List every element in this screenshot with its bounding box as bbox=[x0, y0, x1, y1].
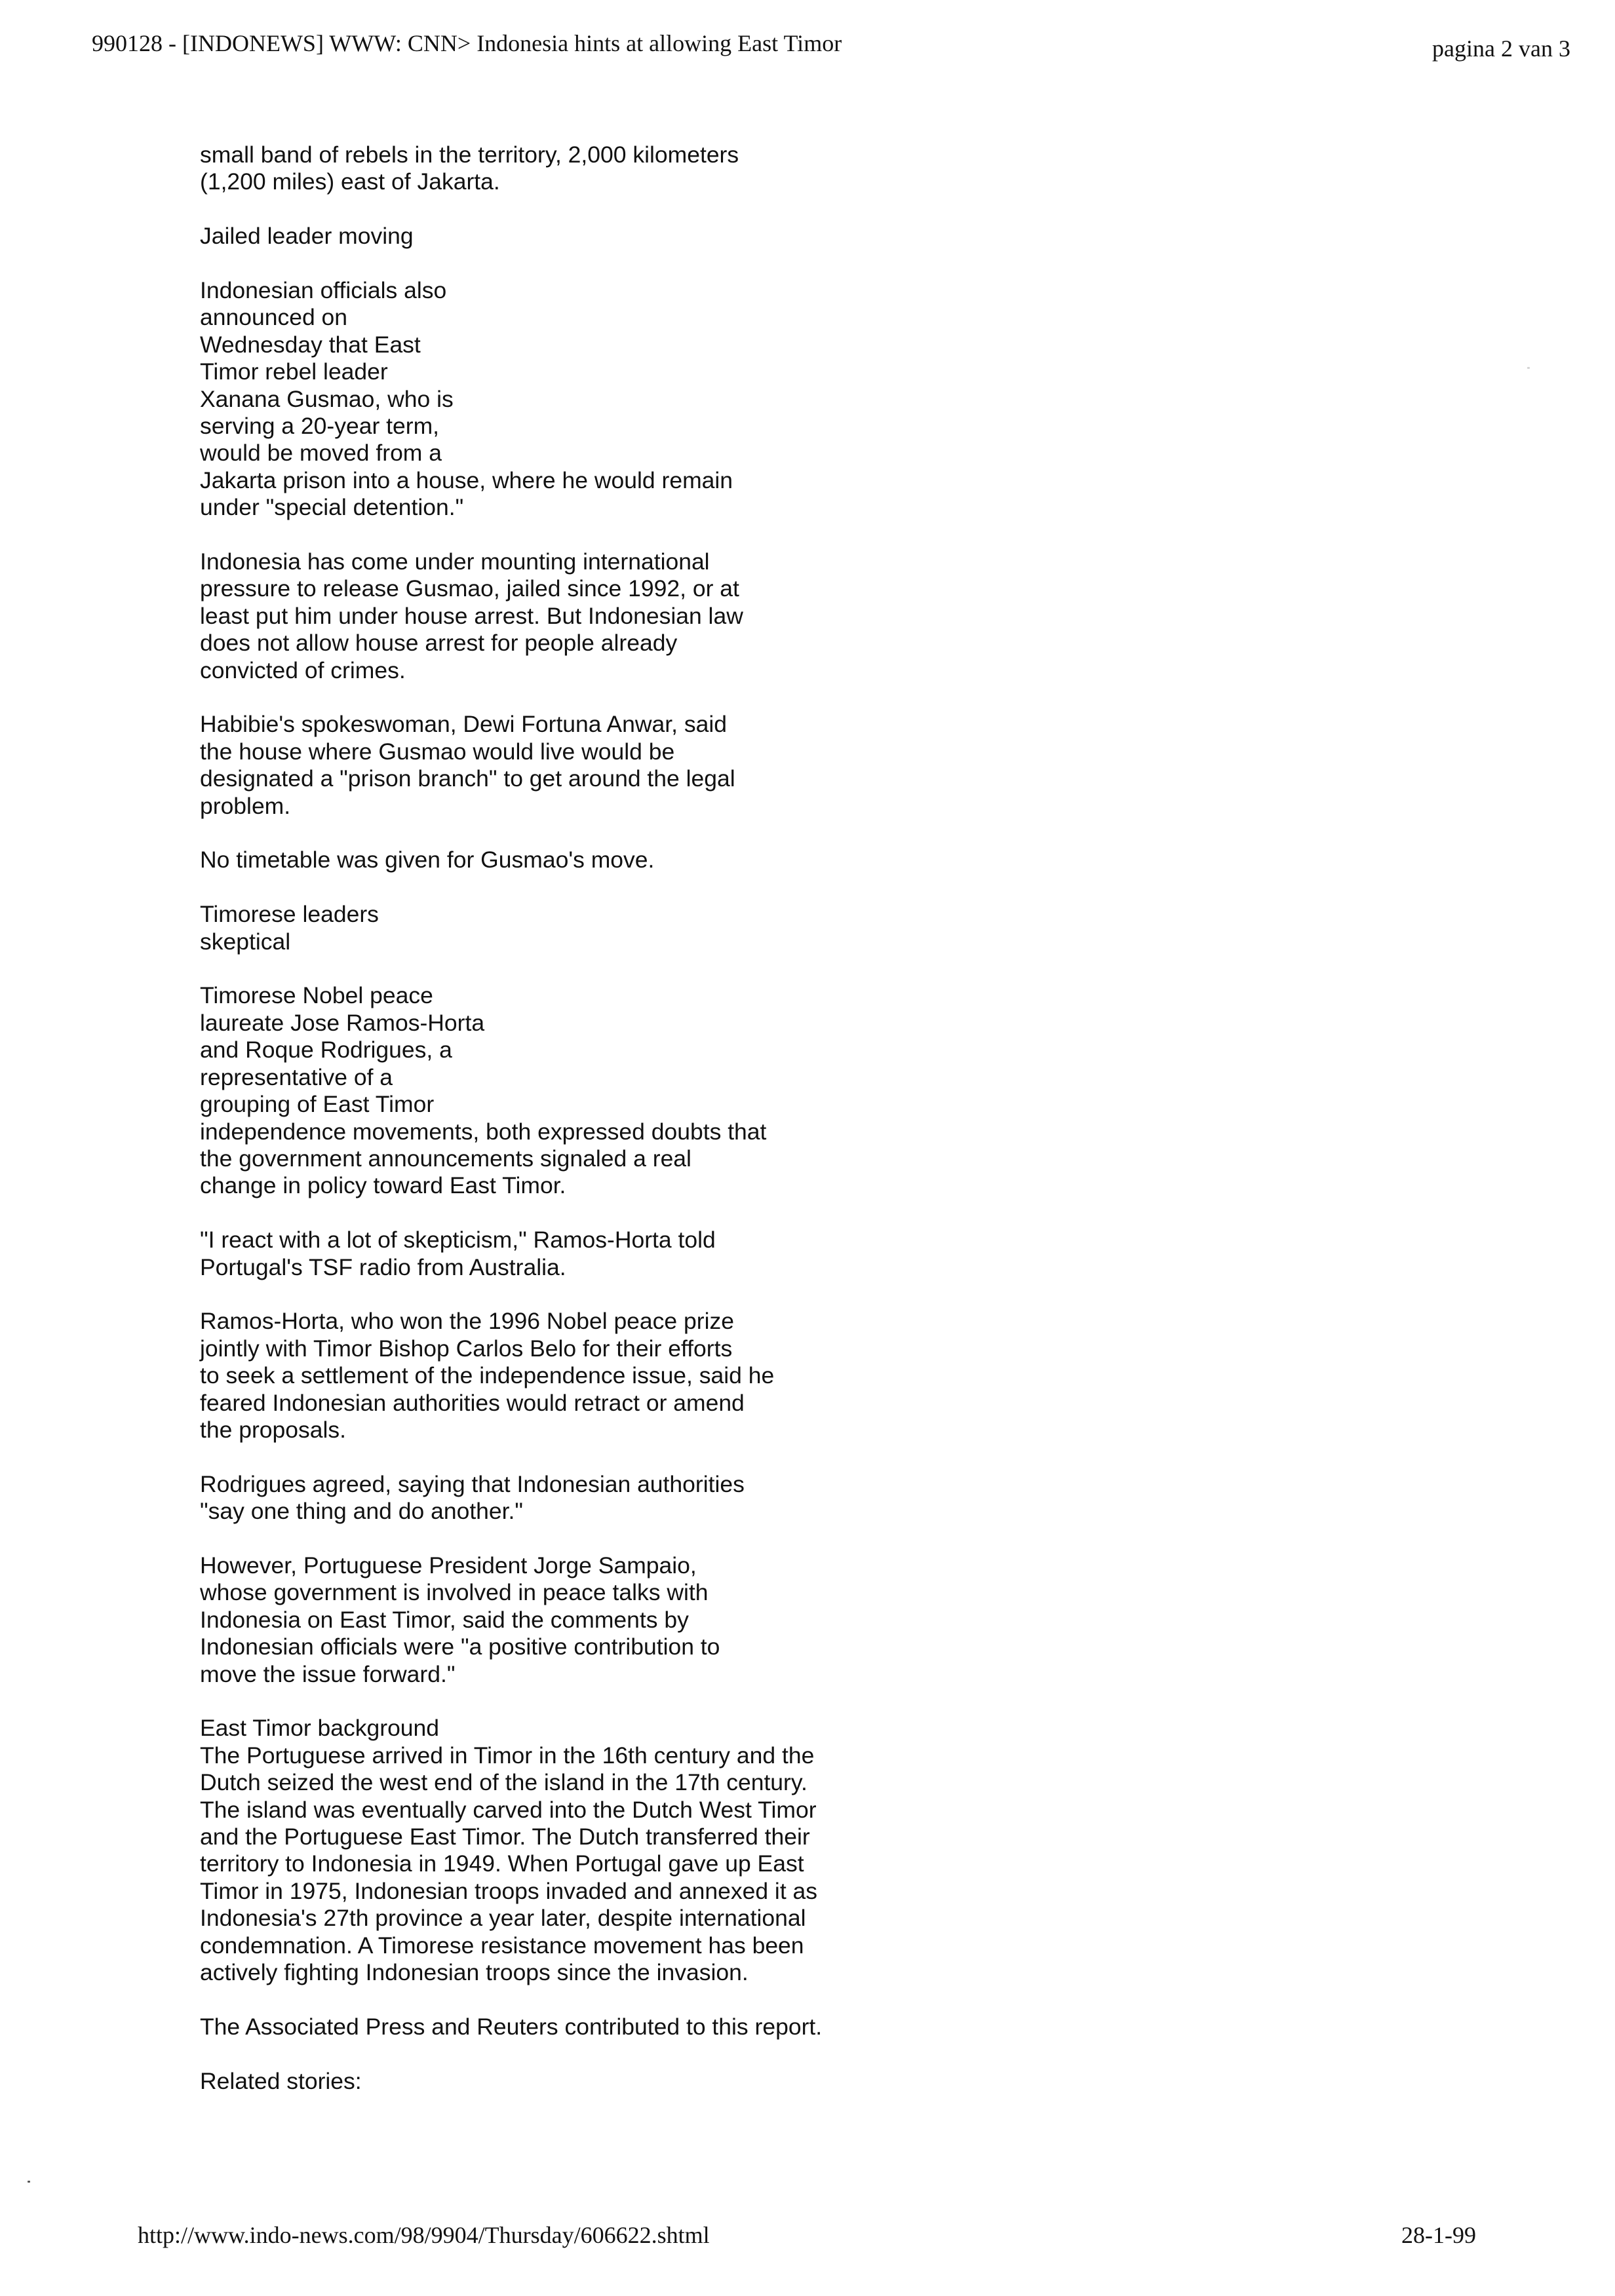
text-line: Xanana Gusmao, who is bbox=[200, 385, 454, 412]
text-line: Indonesia on East Timor, said the comments by bbox=[200, 1606, 689, 1633]
text-line: condemnation. A Timorese resistance movement has been bbox=[200, 1932, 804, 1959]
text-line: skeptical bbox=[200, 928, 291, 955]
text-line: (1,200 miles) east of Jakarta. bbox=[200, 168, 500, 195]
text-line: laureate Jose Ramos-Horta bbox=[200, 1009, 485, 1036]
article-paragraph bbox=[200, 548, 1026, 684]
text-line: territory to Indonesia in 1949. When Portugal gave up East bbox=[200, 1850, 804, 1877]
scan-speck bbox=[1527, 367, 1530, 369]
text-line: "say one thing and do another." bbox=[200, 1498, 523, 1525]
text-line: "I react with a lot of skepticism," Ramos-Horta told bbox=[200, 1227, 716, 1253]
print-date: 28-1-99 bbox=[1401, 2222, 1476, 2248]
text-line: designated a "prison branch" to get around the legal bbox=[200, 765, 735, 792]
text-line: Jakarta prison into a house, where he would remain bbox=[200, 467, 733, 493]
text-line: Dutch seized the west end of the island in the 17th century. bbox=[200, 1769, 808, 1796]
article-paragraph bbox=[200, 901, 1026, 955]
article-paragraph bbox=[200, 2068, 1026, 2095]
article-paragraph bbox=[200, 1471, 1026, 1525]
text-line: pressure to release Gusmao, jailed since 1992, or at bbox=[200, 575, 739, 602]
article-paragraph bbox=[200, 847, 1026, 873]
text-line: Habibie's spokeswoman, Dewi Fortuna Anwar, said bbox=[200, 711, 727, 738]
text-line: the house where Gusmao would live would be bbox=[200, 738, 675, 765]
text-line: Jailed leader moving bbox=[200, 223, 414, 250]
article-body bbox=[200, 142, 1026, 2122]
text-line: The Portuguese arrived in Timor in the 16th century and the bbox=[200, 1742, 815, 1769]
page-footer bbox=[138, 2223, 1615, 2256]
text-line: the proposals. bbox=[200, 1416, 347, 1443]
text-line: Indonesia has come under mounting international bbox=[200, 548, 710, 575]
article-paragraph bbox=[200, 1308, 1026, 1444]
text-line: The island was eventually carved into the Dutch West Timor bbox=[200, 1796, 817, 1823]
page-number: pagina 2 van 3 bbox=[1432, 35, 1570, 62]
article-paragraph bbox=[200, 1715, 1026, 1986]
text-line: to seek a settlement of the independence issue, said he bbox=[200, 1362, 775, 1389]
article-paragraph bbox=[200, 1227, 1026, 1281]
text-line: move the issue forward." bbox=[200, 1660, 456, 1687]
text-line: and the Portuguese East Timor. The Dutch transferred their bbox=[200, 1824, 810, 1850]
scan-speck bbox=[28, 2181, 30, 2183]
text-line: grouping of East Timor bbox=[200, 1091, 435, 1118]
text-line: change in policy toward East Timor. bbox=[200, 1172, 566, 1199]
text-line: Wednesday that East bbox=[200, 331, 421, 358]
text-line: small band of rebels in the territory, 2,000 kilometers bbox=[200, 142, 739, 168]
text-line: Timorese leaders bbox=[200, 901, 379, 928]
text-line: independence movements, both expressed doubts that bbox=[200, 1118, 767, 1145]
article-paragraph bbox=[200, 277, 1026, 522]
text-line: Timorese Nobel peace bbox=[200, 982, 433, 1009]
article-paragraph bbox=[200, 2014, 1026, 2040]
text-line: Timor rebel leader bbox=[200, 358, 388, 385]
text-line: Portugal's TSF radio from Australia. bbox=[200, 1253, 566, 1280]
text-line: Ramos-Horta, who won the 1996 Nobel peace prize bbox=[200, 1308, 734, 1335]
text-line: The Associated Press and Reuters contributed to this report. bbox=[200, 2013, 823, 2040]
text-line: However, Portuguese President Jorge Sampaio, bbox=[200, 1552, 697, 1578]
text-line: whose government is involved in peace talks with bbox=[200, 1579, 709, 1606]
text-line: does not allow house arrest for people already bbox=[200, 630, 678, 657]
article-paragraph bbox=[200, 223, 1026, 250]
text-line: convicted of crimes. bbox=[200, 657, 406, 683]
header-title: 990128 - [INDONEWS] WWW: CNN> Indonesia hints at allowing East Timor bbox=[92, 30, 842, 56]
text-line: least put him under house arrest. But Indonesian law bbox=[200, 602, 743, 629]
text-line: Indonesian officials also bbox=[200, 277, 447, 303]
article-paragraph bbox=[200, 711, 1026, 820]
text-line: actively fighting Indonesian troops since the invasion. bbox=[200, 1959, 749, 1986]
text-line: problem. bbox=[200, 792, 291, 819]
text-line: No timetable was given for Gusmao's move. bbox=[200, 847, 655, 873]
text-line: under "special detention." bbox=[200, 494, 464, 521]
text-line: the government announcements signaled a real bbox=[200, 1145, 691, 1172]
article-paragraph bbox=[200, 142, 1026, 196]
text-line: Indonesian officials were "a positive contribution to bbox=[200, 1634, 720, 1660]
text-line: Related stories: bbox=[200, 2067, 362, 2094]
text-line: Indonesia's 27th province a year later, despite international bbox=[200, 1905, 806, 1932]
page-header bbox=[92, 31, 1615, 71]
article-paragraph bbox=[200, 982, 1026, 1199]
text-line: feared Indonesian authorities would retract or amend bbox=[200, 1389, 745, 1416]
article-paragraph bbox=[200, 1552, 1026, 1688]
text-line: East Timor background bbox=[200, 1715, 440, 1742]
text-line: jointly with Timor Bishop Carlos Belo for their efforts bbox=[200, 1335, 733, 1362]
text-line: announced on bbox=[200, 304, 348, 331]
source-url: http://www.indo-news.com/98/9904/Thursday/606622.shtml bbox=[138, 2222, 710, 2248]
text-line: would be moved from a bbox=[200, 440, 442, 467]
text-line: representative of a bbox=[200, 1063, 393, 1090]
text-line: Rodrigues agreed, saying that Indonesian authorities bbox=[200, 1470, 745, 1497]
text-line: serving a 20-year term, bbox=[200, 413, 440, 440]
text-line: Timor in 1975, Indonesian troops invaded and annexed it as bbox=[200, 1877, 818, 1904]
text-line: and Roque Rodrigues, a bbox=[200, 1037, 452, 1063]
